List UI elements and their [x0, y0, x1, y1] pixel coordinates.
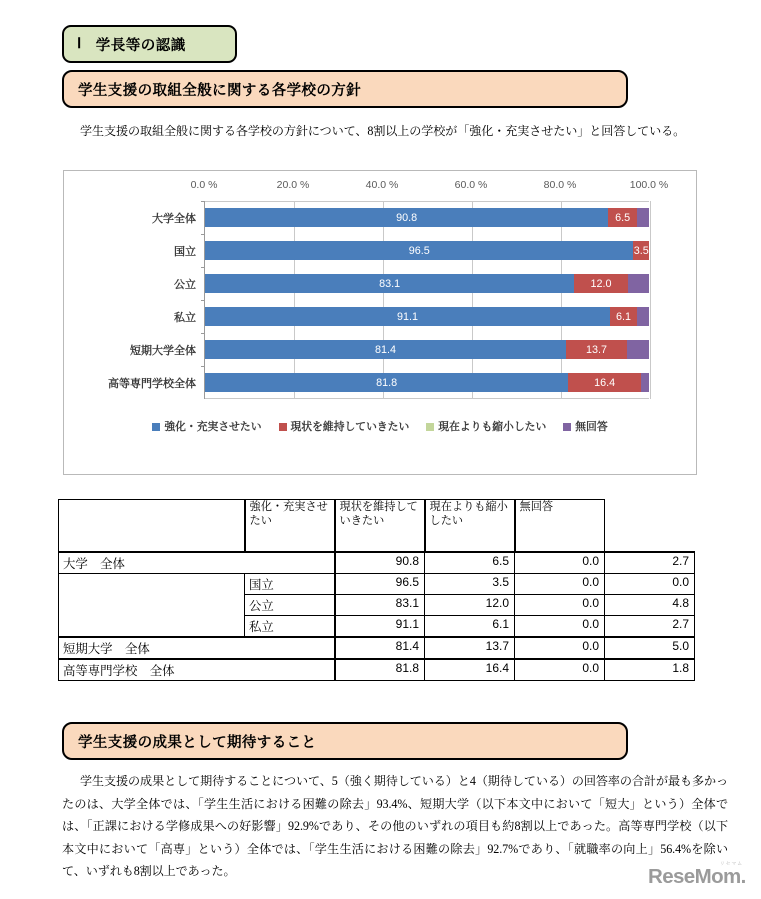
table-row — [59, 637, 695, 659]
chart-bar-segment — [205, 274, 574, 293]
y-axis-tick — [201, 300, 205, 301]
table-cell-value: 0.0 — [515, 615, 605, 637]
table-row — [59, 659, 695, 681]
chart-bar-segment — [627, 340, 649, 359]
chart-gridline — [650, 201, 651, 399]
table-cell-value: 5.0 — [605, 637, 695, 659]
legend-label: 無回答 — [575, 421, 608, 433]
chart-value-label: 83.1 — [379, 277, 401, 290]
outcome-paragraph: 学生支援の成果として期待することについて、5（強く期待している）と4（期待している）の回答率の合計が最も多かったのは、大学全体では、「学生生活における困難の除去」93.4%、短期大学（以下本文中において「短大」という）全体では、「正課における学修成果への好影響」92.9%であり、その他のいずれの項目も約8割以上であった。高等専門学校（以下本文中において「高専」という）全体では、「学生生活における困難の除去」92.7%であり、「就職率の向上」56.4%を除いて、いずれも8割以上であった。 — [62, 774, 728, 878]
table-row-subname: 公立 — [245, 594, 335, 615]
axis-bottom-line — [205, 398, 649, 399]
chart-bar-segment — [566, 340, 627, 359]
chart-gridline — [383, 201, 384, 399]
table-cell-value: 16.4 — [425, 659, 515, 681]
chart-bar-segment — [205, 373, 568, 392]
legend-swatch — [279, 423, 287, 431]
chart-bar-segment — [633, 241, 649, 260]
table-cell-value: 2.7 — [605, 552, 695, 574]
chart-category-label: 大学全体 — [152, 212, 196, 225]
chart-legend — [64, 419, 696, 434]
table-row — [59, 573, 695, 594]
table-row-subname: 国立 — [245, 573, 335, 594]
table-cell-value: 2.7 — [605, 615, 695, 637]
chart-bar-segment — [205, 340, 566, 359]
chart-value-label: 81.8 — [376, 376, 398, 389]
heading-outcome-label: 学生支援の成果として期待すること — [78, 734, 317, 751]
table-row-group-spacer — [59, 573, 245, 594]
heading-policy-label: 学生支援の取組全般に関する各学校の方針 — [78, 82, 362, 99]
chart-value-label: 16.4 — [594, 376, 616, 389]
x-tick-label: 0.0 % — [190, 179, 218, 191]
chart-x-axis-labels — [64, 179, 696, 195]
table-cell-value: 1.8 — [605, 659, 695, 681]
heading-policy — [62, 70, 628, 108]
legend-swatch — [426, 423, 434, 431]
table-cell-value: 0.0 — [605, 573, 695, 594]
y-axis-tick — [201, 267, 205, 268]
chart-bar-segment — [641, 373, 649, 392]
table-cell-value: 81.8 — [335, 659, 425, 681]
legend-swatch — [152, 423, 160, 431]
section-tab — [62, 25, 237, 63]
table-row-subname: 私立 — [245, 615, 335, 637]
chart-bar-segment — [205, 208, 608, 227]
chart-value-label: 96.5 — [408, 244, 430, 257]
chart-bar-segment — [568, 373, 641, 392]
chart-bar-row — [130, 340, 649, 359]
chart-value-label: 3.5 — [633, 244, 649, 257]
table-cell-value: 91.1 — [335, 615, 425, 637]
chart-gridline — [561, 201, 562, 399]
table-cell-value: 0.0 — [515, 659, 605, 681]
axis-top-line — [205, 201, 649, 202]
chart-bar-row — [174, 307, 649, 326]
chart-value-label: 12.0 — [590, 277, 612, 290]
resemom-watermark — [648, 861, 752, 887]
chart-bar-segment — [205, 307, 610, 326]
chart-bar-segment — [608, 208, 637, 227]
chart-value-label: 90.8 — [396, 211, 418, 224]
chart-category-label: 私立 — [174, 311, 196, 324]
table-cell-value: 0.0 — [515, 594, 605, 615]
legend-entry — [152, 419, 261, 434]
table-cell-value: 13.7 — [425, 637, 515, 659]
legend-swatch — [563, 423, 571, 431]
table-cell-value: 0.0 — [515, 552, 605, 574]
table-column-header: 現在よりも縮小したい — [425, 500, 515, 552]
x-tick-label: 20.0 % — [276, 179, 310, 191]
chart-gridline — [472, 201, 473, 399]
table-cell-value: 0.0 — [515, 637, 605, 659]
table-cell-value: 81.4 — [335, 637, 425, 659]
watermark-subtext: リセマム — [720, 861, 744, 866]
table-cell-value: 6.5 — [425, 552, 515, 574]
table-row — [59, 594, 695, 615]
table-cell-value: 3.5 — [425, 573, 515, 594]
table-cell-value: 90.8 — [335, 552, 425, 574]
table-body — [59, 552, 695, 681]
table-column-header: 強化・充実させたい — [245, 500, 335, 552]
heading-outcome — [62, 722, 628, 760]
chart-value-label: 91.1 — [396, 310, 418, 323]
table-cell-value: 83.1 — [335, 594, 425, 615]
legend-entry — [563, 419, 607, 434]
table-corner-cell — [59, 500, 245, 552]
chart-category-label: 公立 — [174, 278, 196, 291]
table-cell-value: 12.0 — [425, 594, 515, 615]
chart-value-label: 6.5 — [615, 211, 631, 224]
x-tick-label: 80.0 % — [543, 179, 577, 191]
chart-value-label: 81.4 — [375, 343, 397, 356]
table-column-header: 無回答 — [515, 500, 605, 552]
y-axis-tick — [201, 366, 205, 367]
table-row-name: 高等専門学校 全体 — [59, 659, 335, 681]
table-row-group-spacer — [59, 615, 245, 637]
chart-panel — [63, 170, 697, 475]
chart-bar-segment — [628, 274, 649, 293]
chart-category-label: 高等専門学校全体 — [108, 377, 196, 390]
y-axis-tick — [201, 201, 205, 202]
table-cell-value: 6.1 — [425, 615, 515, 637]
section-numeral: Ⅰ — [77, 35, 82, 52]
chart-value-label: 6.1 — [615, 310, 631, 323]
chart-bar-row — [174, 274, 649, 293]
section-tab-label: 学長等の認識 — [95, 37, 186, 54]
chart-category-label: 国立 — [174, 245, 196, 258]
chart-bar-segment — [610, 307, 637, 326]
table-row — [59, 615, 695, 637]
table-cell-value: 96.5 — [335, 573, 425, 594]
table-row-name: 大学 全体 — [59, 552, 335, 574]
chart-bar-row — [152, 208, 649, 227]
y-axis-tick — [201, 234, 205, 235]
chart-bar-segment — [637, 208, 649, 227]
table-row-group-spacer — [59, 594, 245, 615]
chart-gridline — [294, 201, 295, 399]
table-header — [59, 500, 695, 552]
legend-entry — [279, 419, 410, 434]
table-row-name: 短期大学 全体 — [59, 637, 335, 659]
legend-label: 現在よりも縮小したい — [438, 421, 547, 433]
x-tick-label: 40.0 % — [365, 179, 399, 191]
chart-value-label: 13.7 — [585, 343, 607, 356]
legend-label: 現状を維持していきたい — [290, 421, 410, 433]
intro-paragraph: 学生支援の取組全般に関する各学校の方針について、8割以上の学校が「強化・充実させたい」と回答している。 — [80, 124, 686, 138]
chart-bar-segment — [574, 274, 627, 293]
x-tick-label: 100.0 % — [629, 179, 669, 191]
chart-category-label: 短期大学全体 — [130, 344, 196, 357]
watermark-wordmark: ReseMom. — [648, 865, 746, 888]
chart-bar-segment — [205, 241, 633, 260]
table-column-header: 現状を維持していきたい — [335, 500, 425, 552]
chart-bar-row — [108, 373, 649, 392]
chart-bar-row — [174, 241, 649, 260]
table-cell-value: 4.8 — [605, 594, 695, 615]
legend-label: 強化・充実させたい — [164, 421, 262, 433]
chart-bar-segment — [637, 307, 649, 326]
chart-plot-area — [108, 201, 649, 399]
data-table — [58, 499, 695, 681]
table-header-row — [59, 500, 695, 552]
x-tick-label: 60.0 % — [454, 179, 488, 191]
table-row — [59, 552, 695, 574]
y-axis-tick — [201, 333, 205, 334]
legend-entry — [426, 419, 546, 434]
table-cell-value: 0.0 — [515, 573, 605, 594]
